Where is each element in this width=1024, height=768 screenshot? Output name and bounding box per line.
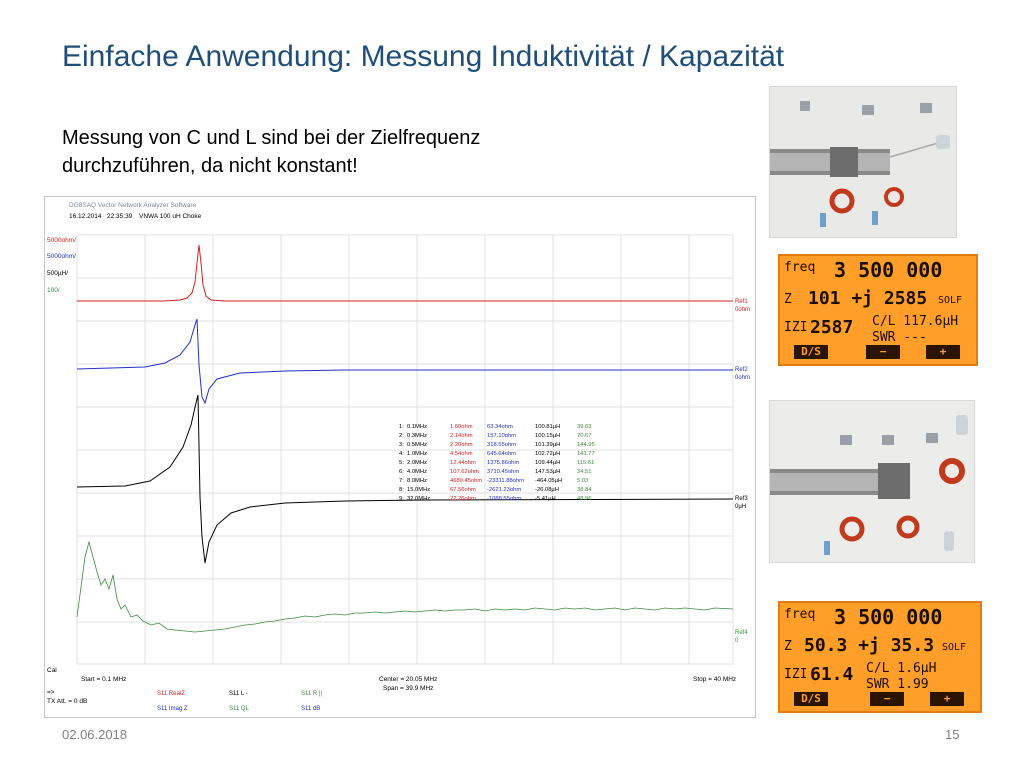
marker-num: 2: [399,433,404,439]
marker-real: 12.44ohm [450,460,476,466]
antenna-analyzer-display-2 [778,601,982,713]
ref2-unit: 0ohm [735,375,751,381]
marker-imag: 157.10ohm [487,433,517,439]
subtitle-line-1: Messung von C und L sind bei der Zielfrequenz [62,127,481,149]
photo-choke-setup-2 [769,400,975,563]
marker-q: 38.84 [577,487,592,493]
ref1-name: Ref1 [735,299,748,305]
trace-q [77,542,733,632]
legend-r: S11 R || [301,691,323,697]
minus-softkey: − [866,345,900,359]
marker-num: 6: [399,469,404,475]
vna-label: VNWA 100 uH Choke [139,213,202,220]
legend-realz: S11 RealZ [157,691,185,697]
cl-value: C/L 1.6µH [866,661,937,676]
marker-imag: 645.64ohm [487,451,517,457]
z-value: 50.3 +j 35.3 [804,635,935,656]
vna-app-name: DG8SAQ Vector Network Analyzer Software [69,202,197,209]
marker-q: 141.77 [577,451,595,457]
photo-illustration-2 [770,401,975,563]
span-freq: Span = 39.9 MHz [383,685,434,692]
ds-softkey: D/S [794,692,828,706]
marker-q: 39.63 [577,424,592,430]
footer-date: 02.06.2018 [62,727,128,742]
marker-freq: 8.0MHz [407,478,427,484]
scale-imagz: 5000ohm/ [47,253,76,260]
solf-label: SOLF [938,295,963,306]
marker-freq: 0.1MHz [407,424,427,430]
tx-att: TX Att. = 0 dB [47,698,88,705]
plus-softkey: + [926,345,960,359]
grid [77,235,733,664]
marker-freq: 1.0MHz [407,451,427,457]
marker-ind: -464.05µH [535,478,563,484]
legend-db: S11 dB [301,706,321,712]
marker-ind: 109.44µH [535,460,561,466]
marker-row [399,496,592,502]
marker-real: 107.62ohm [450,469,480,475]
ref4-unit: 0 [735,638,739,644]
marker-freq: 0.5MHz [407,442,427,448]
marker-freq: 0.3MHz [407,433,427,439]
marker-num: 1: [399,424,404,430]
iz-value: 2587 [810,317,854,338]
subtitle-line-2: durchzuführen, da nicht konstant! [62,155,358,177]
z-value: 101 +j 2585 [808,288,928,309]
start-freq: Start = 0.1 MHz [81,676,127,683]
cal-label: Cal [47,667,57,674]
trace-real-z [77,245,733,301]
marker-imag: 318.55ohm [487,442,517,448]
freq-label: freq [784,607,816,622]
marker-row [399,433,592,439]
legend-ql: S11 QL [229,706,249,712]
marker-real: 2.20ohm [450,442,473,448]
page-number: 15 [945,727,960,742]
marker-freq: 15.0MHz [407,487,431,493]
marker-real: 22.26ohm [450,496,476,502]
freq-value: 3 500 000 [834,605,943,629]
vna-date: 16.12.2014 [69,213,102,220]
marker-imag: 1375.86ohm [487,460,520,466]
marker-ind: 100.81µH [535,424,561,430]
marker-num: 7: [399,478,404,484]
z-label: Z [784,292,792,307]
ref1-unit: 0ohm [735,307,751,313]
marker-num: 9: [399,496,404,502]
marker-row [399,487,592,493]
stop-freq: Stop = 40 MHz [693,676,737,683]
ref2-name: Ref2 [735,367,748,373]
marker-imag: -1088.55ohm [487,496,522,502]
slide-subtitle [62,124,480,180]
marker-q: 34.51 [577,469,592,475]
vna-screenshot [44,196,756,718]
marker-ind: 147.53µH [535,469,561,475]
marker-row [399,451,595,457]
marker-q: 144.95 [577,442,595,448]
marker-freq: 32.0MHz [407,496,431,502]
marker-ind: 101.39µH [535,442,561,448]
solf-label: SOLF [942,642,967,653]
marker-q: 5.03 [577,478,589,484]
marker-num: 5: [399,460,404,466]
marker-ind: 100.15µH [535,433,561,439]
freq-label: freq [784,260,816,275]
legend-imagz: S11 Imag Z [157,706,188,712]
marker-row [399,478,588,484]
photo-illustration-1 [770,87,957,238]
marker-row [399,424,592,430]
marker-num: 8: [399,487,404,493]
marker-real: 67.56ohm [450,487,476,493]
z-label: Z [784,639,792,654]
marker-freq: 4.0MHz [407,469,427,475]
arrow-label: => [47,689,55,696]
scale-realz: 5000ohm/ [47,237,76,244]
ref3-unit: 0µH [735,504,747,510]
marker-ind: 102.72µH [535,451,561,457]
marker-ind: -26.08µH [535,487,559,493]
marker-row [399,469,592,475]
marker-imag: 3710.45ohm [487,469,520,475]
swr-value: SWR --- [872,330,927,345]
marker-real: 1.60ohm [450,424,473,430]
marker-imag: -2621.23ohm [487,487,522,493]
marker-q: 48.96 [577,496,592,502]
marker-q: 70.67 [577,433,592,439]
marker-imag: -23311.88ohm [487,478,524,484]
ref3-name: Ref3 [735,496,748,502]
legend-l: S11 L - [229,691,248,697]
marker-num: 3: [399,442,404,448]
ds-softkey: D/S [794,345,828,359]
marker-imag: 63.34ohm [487,424,513,430]
swr-value: SWR 1.99 [866,677,929,692]
iz-label: IZI [784,667,808,682]
iz-label: IZI [784,320,808,335]
marker-table [399,424,595,502]
vna-time: 22:35:39 [107,213,133,220]
scale-q: 100/ [47,287,60,294]
freq-value: 3 500 000 [834,258,943,282]
antenna-analyzer-display-1 [778,254,978,366]
marker-row [399,460,594,466]
marker-ind: -5.41µH [535,496,556,502]
center-freq: Center = 20.05 MHz [379,676,438,683]
vna-plot [45,197,756,718]
plus-softkey: + [930,692,964,706]
marker-num: 4: [399,451,404,457]
photo-choke-setup-1 [769,86,957,238]
trace-imag-z [77,319,733,403]
marker-row [399,442,595,448]
iz-value: 61.4 [810,664,854,685]
ref4-name: Ref4 [735,630,748,636]
cl-value: C/L 117.6µH [872,314,959,329]
minus-softkey: − [870,692,904,706]
marker-real: 4680.45ohm [450,478,483,484]
slide-title: Einfache Anwendung: Messung Induktivität / Kapazität [62,40,785,73]
marker-q: 115.61 [577,460,595,466]
marker-freq: 2.0MHz [407,460,427,466]
trace-inductance [77,395,733,563]
marker-real: 2.14ohm [450,433,473,439]
scale-inductance: 500µH/ [47,270,69,277]
marker-real: 4.54ohm [450,451,473,457]
